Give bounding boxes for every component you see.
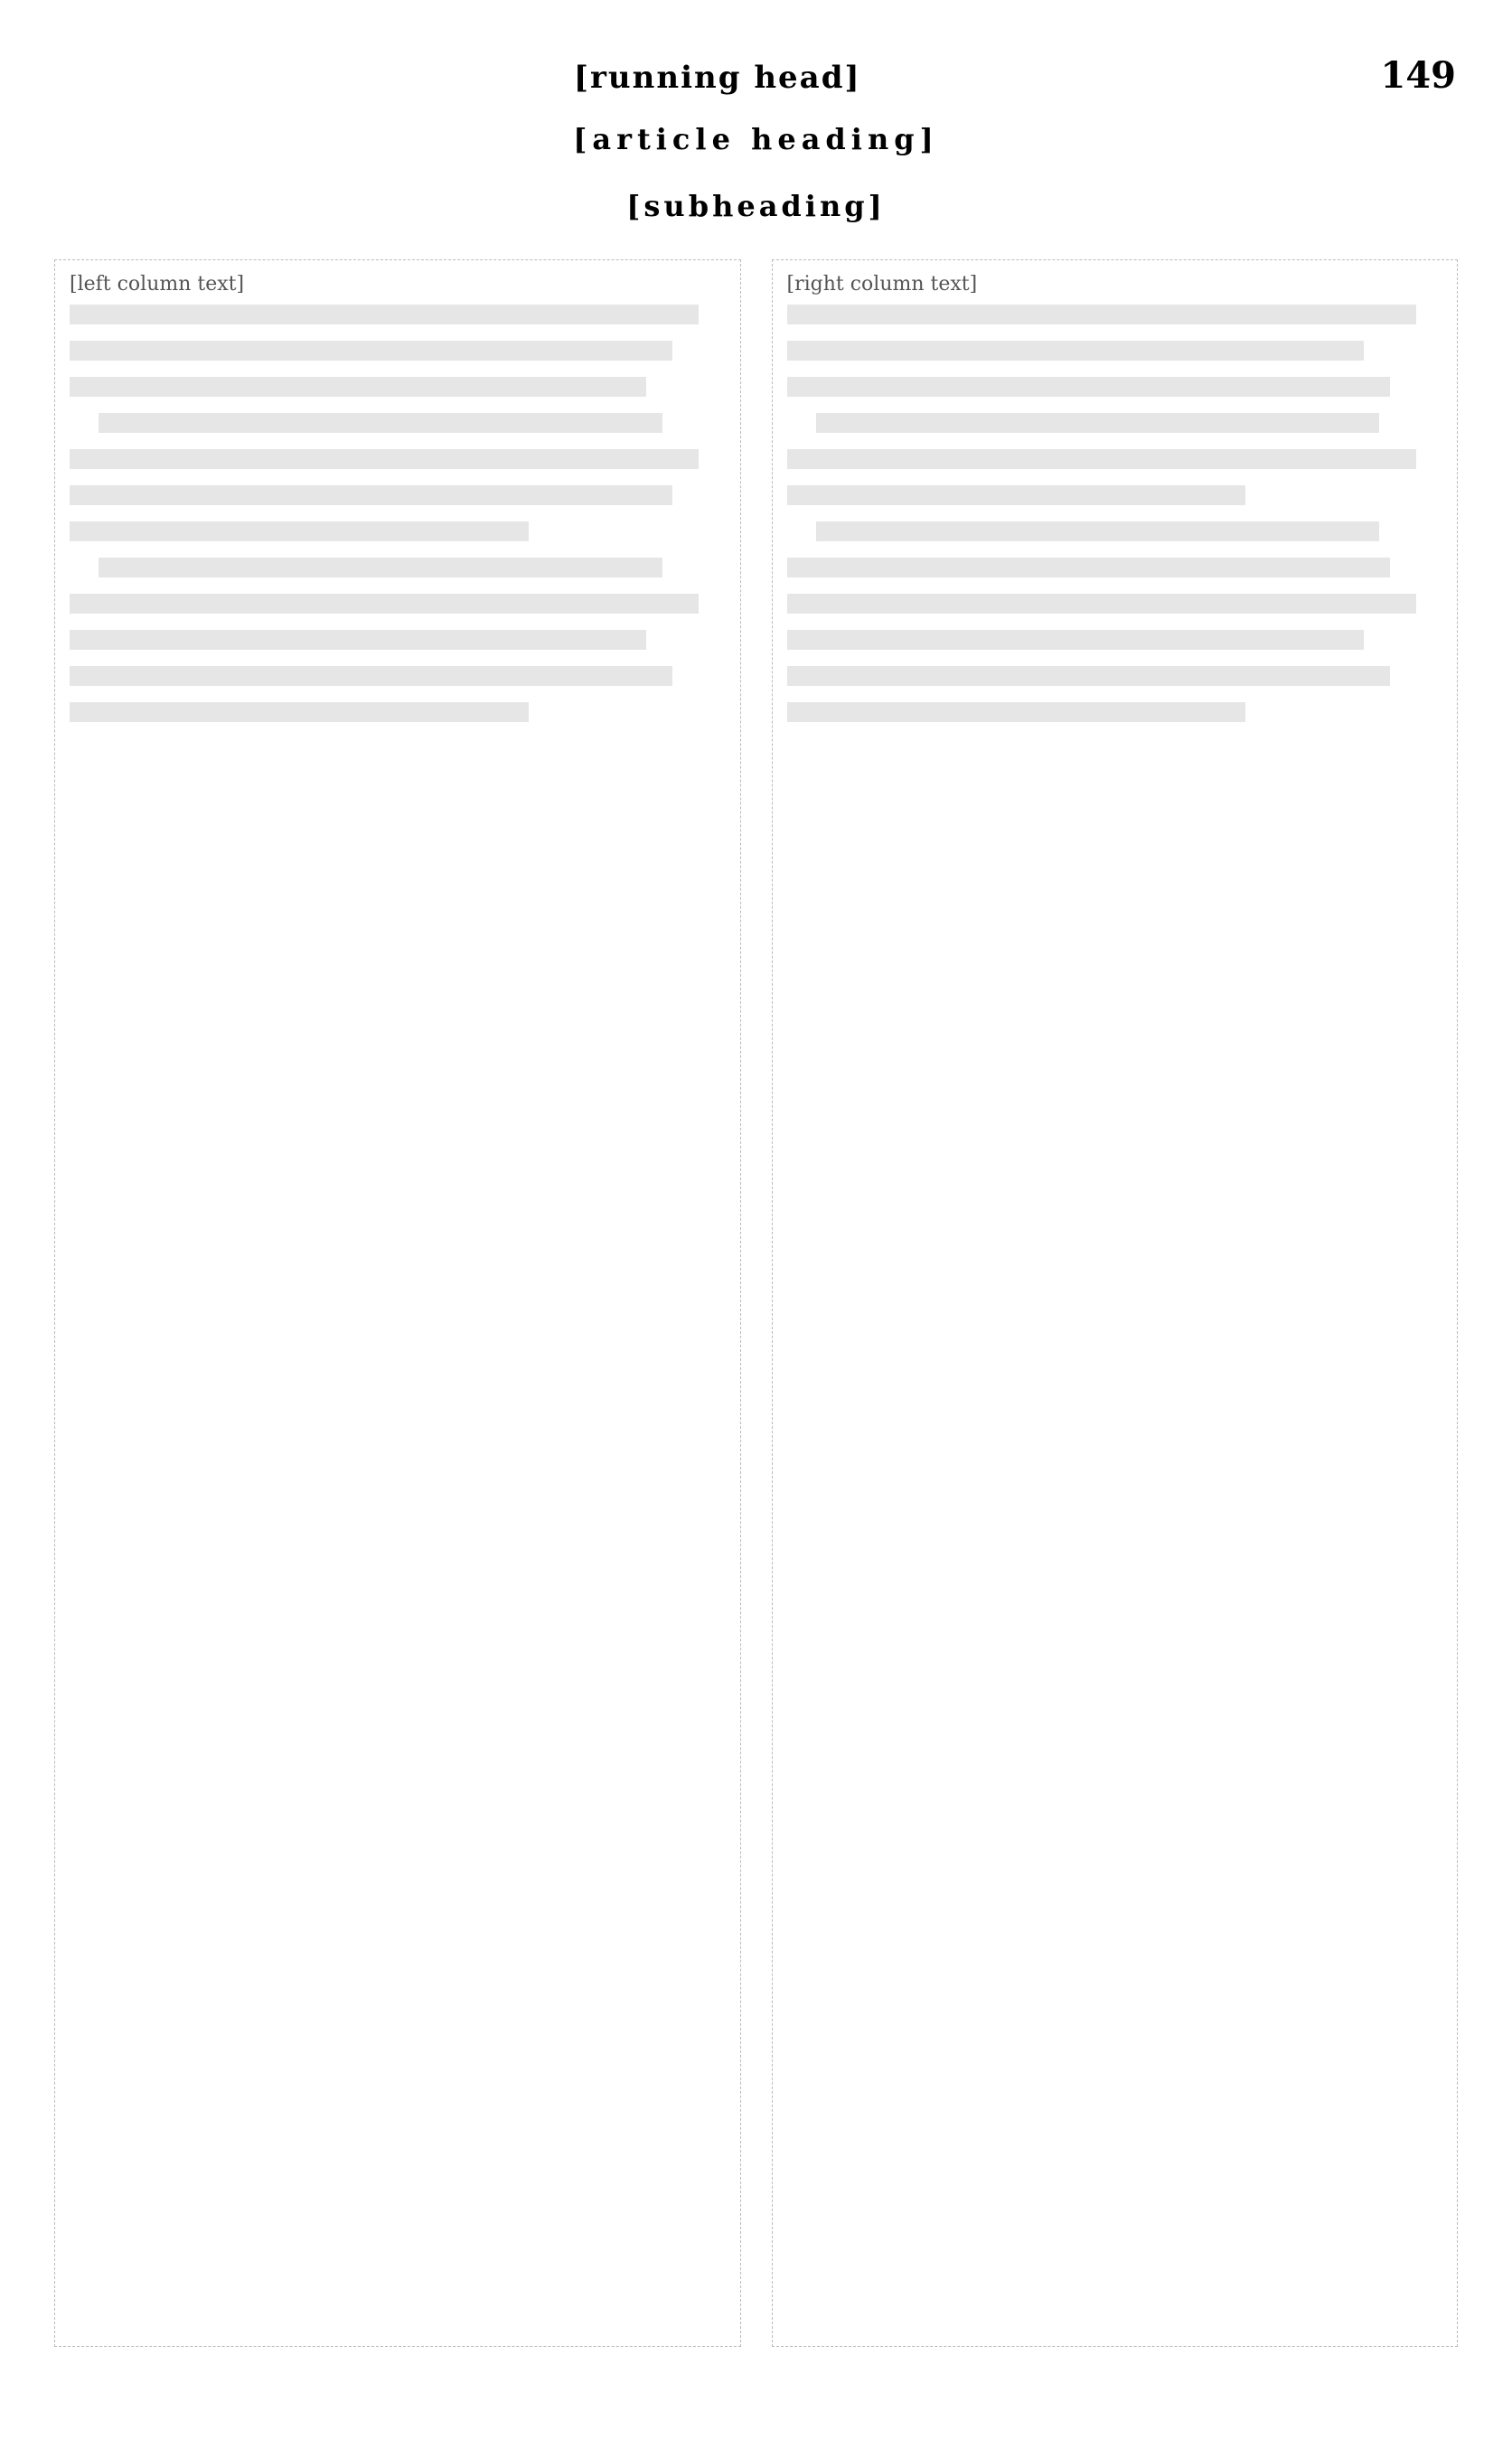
text-line-placeholder — [70, 341, 672, 361]
text-line-placeholder — [787, 666, 1390, 686]
text-line-placeholder — [70, 521, 529, 541]
text-line-placeholder — [787, 377, 1390, 397]
text-line-placeholder — [787, 558, 1390, 577]
text-line-placeholder — [70, 630, 646, 650]
page-number: 149 — [1380, 54, 1456, 97]
text-line-placeholder — [70, 485, 672, 505]
article-subheading: [subheading] — [626, 189, 886, 223]
text-line-placeholder — [816, 413, 1380, 433]
left-column-label: [left column text] — [70, 273, 245, 296]
text-columns — [54, 259, 1458, 2347]
text-line-placeholder — [787, 341, 1364, 361]
text-line-placeholder — [787, 485, 1246, 505]
text-line-placeholder — [787, 449, 1416, 469]
right-column — [772, 259, 1459, 2347]
left-column — [54, 259, 741, 2347]
text-line-placeholder — [787, 630, 1364, 650]
text-line-placeholder — [70, 594, 699, 614]
page-header — [54, 54, 1458, 97]
text-line-placeholder — [99, 413, 662, 433]
text-line-placeholder — [70, 702, 529, 722]
running-head: [running head] — [573, 60, 861, 96]
text-line-placeholder — [70, 666, 672, 686]
text-line-placeholder — [787, 305, 1416, 324]
article-heading: [article heading] — [573, 122, 939, 156]
text-line-placeholder — [787, 702, 1246, 722]
text-line-placeholder — [70, 449, 699, 469]
text-line-placeholder — [816, 521, 1380, 541]
text-line-placeholder — [99, 558, 662, 577]
text-line-placeholder — [787, 594, 1416, 614]
text-line-placeholder — [70, 305, 699, 324]
right-column-label: [right column text] — [786, 273, 978, 296]
text-line-placeholder — [70, 377, 646, 397]
